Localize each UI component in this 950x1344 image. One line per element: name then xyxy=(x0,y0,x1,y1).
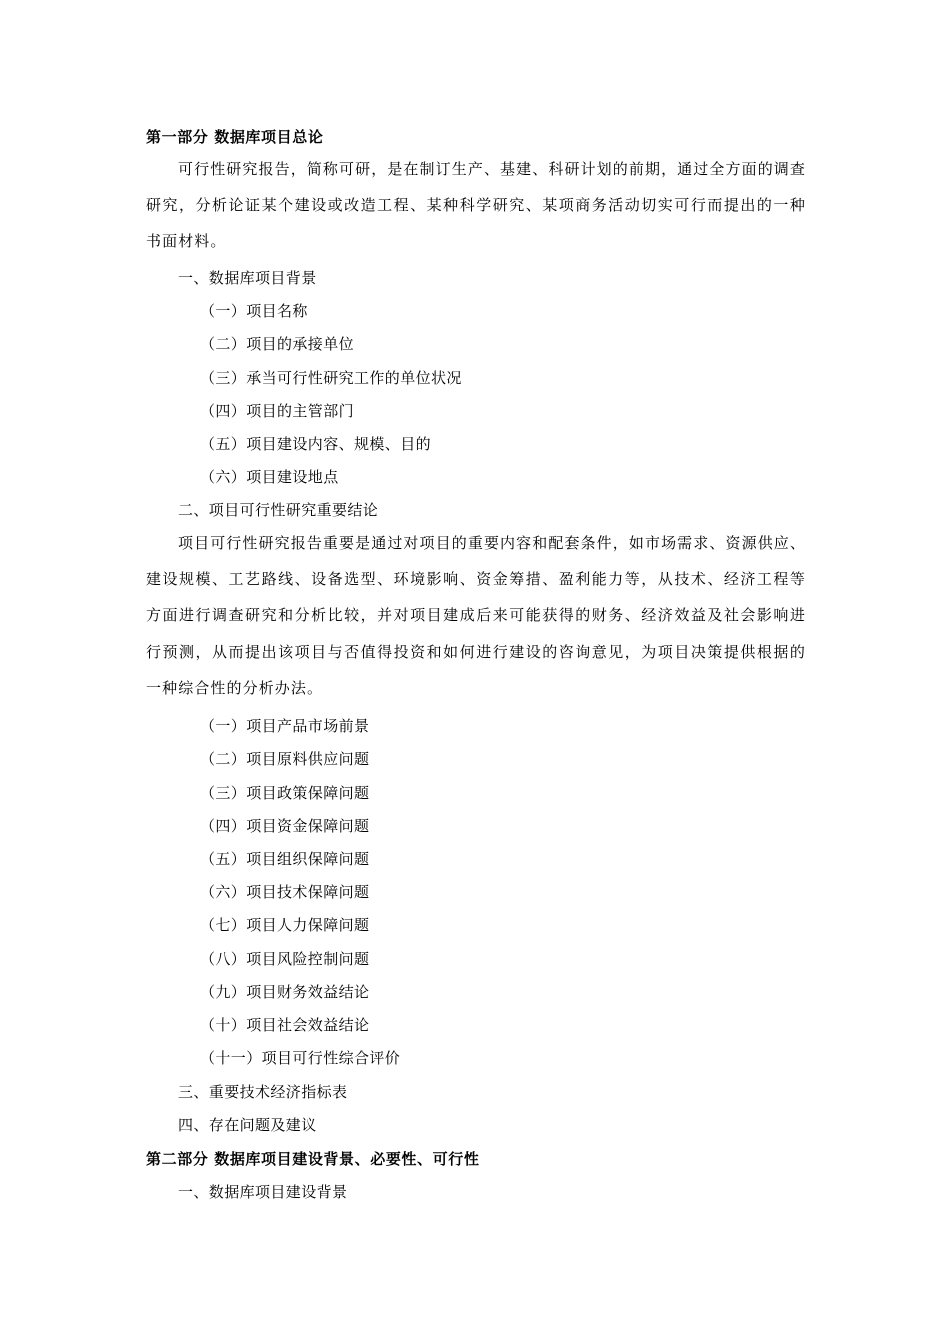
section2-body-paragraph: 项目可行性研究报告重要是通过对项目的重要内容和配套条件，如市场需求、资源供应、建设规模、工艺路线、设备选型、环境影响、资金筹措、盈利能力等，从技术、经济工程等方面进行调查研究和分析比较，并对项目建成后来可能获得的财务、经济效益及社会影响进行预测，从而提出该项目与否值得投资和如何进行建设的咨询意见，为项目决策提供根据的一种综合性的分析办法。 xyxy=(146,534,806,697)
part1-intro-paragraph: 可行性研究报告，简称可研，是在制订生产、基建、科研计划的前期，通过全方面的调查研究，分析论证某个建设或改造工程、某种科学研究、某项商务活动切实可行而提出的一种书面材料。 xyxy=(146,160,806,251)
section1-title: 一、数据库项目背景 xyxy=(178,269,317,287)
part1-heading: 第一部分 数据库项目总论 xyxy=(146,128,324,146)
section2-item: （五）项目组织保障问题 xyxy=(200,850,370,868)
section1-item: （三）承当可行性研究工作的单位状况 xyxy=(200,369,462,387)
section4-title: 四、存在问题及建议 xyxy=(178,1116,317,1134)
section2-title: 二、项目可行性研究重要结论 xyxy=(178,501,379,519)
section2-item: （一）项目产品市场前景 xyxy=(200,717,370,735)
section2-item: （二）项目原料供应问题 xyxy=(200,750,370,768)
section3-title: 三、重要技术经济指标表 xyxy=(178,1083,348,1101)
section2-item: （七）项目人力保障问题 xyxy=(200,916,370,934)
section1-item: （一）项目名称 xyxy=(200,302,308,320)
section1-item: （五）项目建设内容、规模、目的 xyxy=(200,435,432,453)
section1-item: （二）项目的承接单位 xyxy=(200,335,355,353)
section2-item: （八）项目风险控制问题 xyxy=(200,950,370,968)
section2-item: （四）项目资金保障问题 xyxy=(200,817,370,835)
part2-heading: 第二部分 数据库项目建设背景、必要性、可行性 xyxy=(146,1150,480,1168)
section2-item: （三）项目政策保障问题 xyxy=(200,784,370,802)
section1-item: （六）项目建设地点 xyxy=(200,468,339,486)
section2-item: （六）项目技术保障问题 xyxy=(200,883,370,901)
section2-item: （九）项目财务效益结论 xyxy=(200,983,370,1001)
section2-item: （十）项目社会效益结论 xyxy=(200,1016,370,1034)
section2-item: （十一）项目可行性综合评价 xyxy=(200,1049,401,1067)
section1-item: （四）项目的主管部门 xyxy=(200,402,355,420)
part2-section1-title: 一、数据库项目建设背景 xyxy=(178,1183,348,1201)
